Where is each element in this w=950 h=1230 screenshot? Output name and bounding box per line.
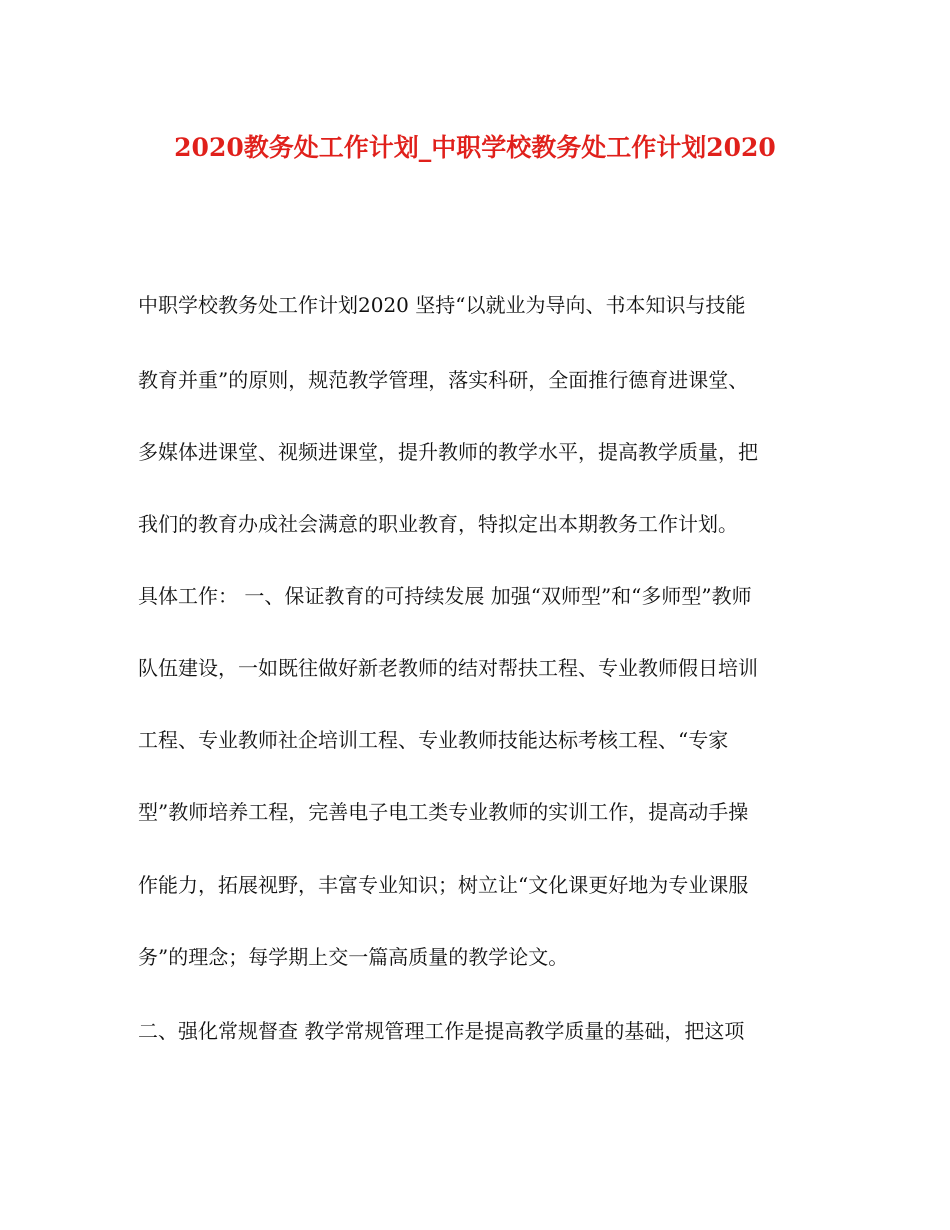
body-line: 具体工作： 一、保证教育的可持续发展 加强“双师型”和“多师型”教师 (138, 584, 752, 608)
body-line: 教育并重”的原则，规范教学管理，落实科研，全面推行德育进课堂、 (138, 368, 749, 392)
body-line: 务”的理念；每学期上交一篇高质量的教学论文。 (138, 945, 569, 969)
body-line: 作能力，拓展视野，丰富专业知识；树立让“文化课更好地为专业课服 (138, 873, 749, 897)
body-line: 工程、专业教师社企培训工程、专业教师技能达标考核工程、“专家 (138, 728, 729, 752)
body-line: 型”教师培养工程，完善电子电工类专业教师的实训工作，提高动手操 (138, 800, 749, 824)
body-line: 多媒体进课堂、视频进课堂，提升教师的教学水平，提高教学质量，把 (138, 440, 758, 464)
body-line: 中职学校教务处工作计划2020 坚持“以就业为导向、书本知识与技能 (138, 293, 746, 317)
body-line: 我们的教育办成社会满意的职业教育，特拟定出本期教务工作计划。 (138, 512, 738, 536)
body-line: 队伍建设，一如既往做好新老教师的结对帮扶工程、专业教师假日培训 (138, 656, 758, 680)
body-line: 二、强化常规督查 教学常规管理工作是提高教学质量的基础，把这项 (138, 1019, 745, 1043)
document-title: 2020教务处工作计划_中职学校教务处工作计划2020 (174, 133, 776, 162)
